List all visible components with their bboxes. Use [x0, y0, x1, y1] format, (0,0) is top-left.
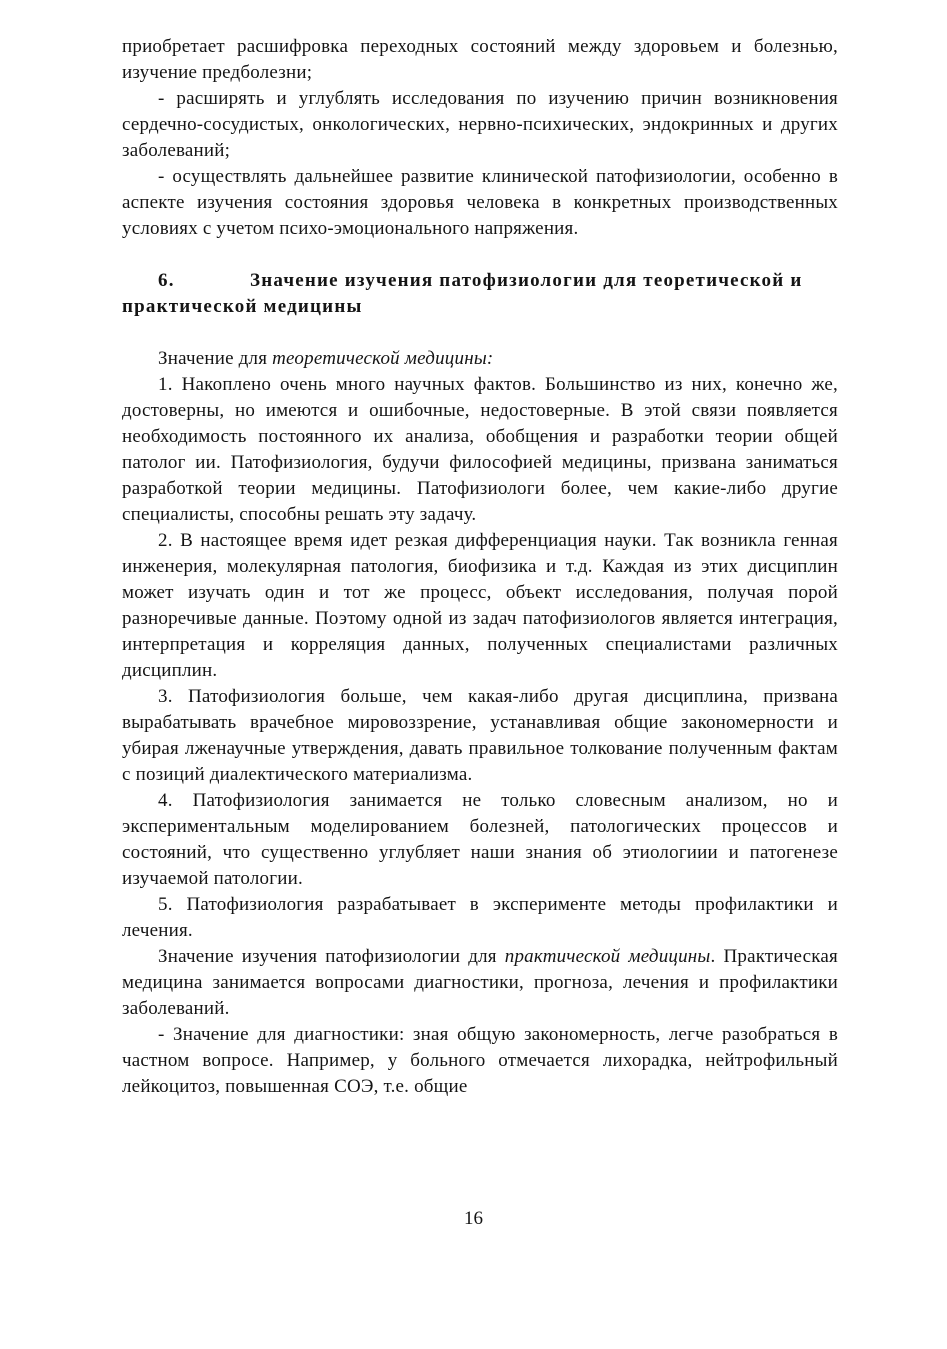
section-heading	[122, 268, 868, 320]
practice-lead-suffix: . Практическая медицина занимается вопросами диагностики, прогноза, лечения и профилактики заболеваний.	[122, 946, 839, 1019]
section-number: 6.	[158, 270, 175, 291]
theory-item-1: 1. Накоплено очень много научных фактов. Большинство из них, конечно же, достоверны, но имеются и ошибочные, недостоверные. В этой связи появляется необходимость постоянного их анализа, обобщения и разработки теории общей патолог ии. Патофизиология, будучи философией медицины, призвана заниматься разработкой теории медицины. Патофизиологи более, чем какие-либо другие специалисты, способны решать эту задачу.	[122, 374, 838, 525]
paragraph-bullet-research: - расширять и углублять исследования по изучению причин возникновения сердечно-сосудистых, онкологических, нервно-психических, эндокринных и других заболеваний;	[122, 88, 838, 161]
practice-diagnostics: - Значение для диагностики: зная общую закономерность, легче разобраться в частном вопросе. Например, у больного отмечается лихорадка, нейтрофильный лейкоцитоз, повышенная СОЭ, т.е. общие	[122, 1024, 838, 1097]
paragraph-bullet-clinical: - осуществлять дальнейшее развитие клинической патофизиологии, особенно в аспекте изучения состояния здоровья человека в конкретных производственных условиях с учетом психо-эмоционального напряжения.	[122, 166, 838, 239]
practice-lead-emphasis: практической медицины	[504, 946, 711, 967]
theory-lead-prefix: Значение для	[158, 348, 273, 369]
section-title: Значение изучения патофизиологии для теоретической и практической медицины	[122, 270, 803, 317]
body-text	[122, 34, 838, 1100]
theory-item-5: 5. Патофизиология разрабатывает в эксперименте методы профилактики и лечения.	[122, 894, 838, 941]
theory-item-4: 4. Патофизиология занимается не только словесным анализом, но и экспериментальным моделированием болезней, патологических процессов и состояний, что существенно углубляет наши знания об этиологиии и патогенезе изучаемой патологии.	[122, 790, 838, 889]
theory-lead	[122, 346, 838, 372]
theory-lead-emphasis: теоретической медицины:	[272, 348, 494, 369]
paragraph-intro: приобретает расшифровка переходных состояний между здоровьем и болезнью, изучение предболезни;	[122, 36, 838, 83]
theory-item-3: 3. Патофизиология больше, чем какая-либо другая дисциплина, призвана вырабатывать врачебное мировоззрение, устанавливая общие закономерности и убирая лженаучные утверждения, давать правильное толкование полученным фактам с позиций диалектического материализма.	[122, 686, 838, 785]
section-heading-wrapper	[122, 268, 868, 320]
practice-lead	[122, 944, 838, 1022]
theory-item-2: 2. В настоящее время идет резкая дифференциация науки. Так возникла генная инженерия, молекулярная патология, биофизика и т.д. Каждая из этих дисциплин может изучать один и тот же процесс, объект исследования, получая порой разноречивые данные. Поэтому одной из задач патофизиологов является интеграция, интерпретация и корреляция данных, полученных специалистами различных дисциплин.	[122, 530, 838, 681]
practice-lead-prefix: Значение изучения патофизиологии для	[158, 946, 505, 967]
page-number: 16	[464, 1208, 483, 1229]
